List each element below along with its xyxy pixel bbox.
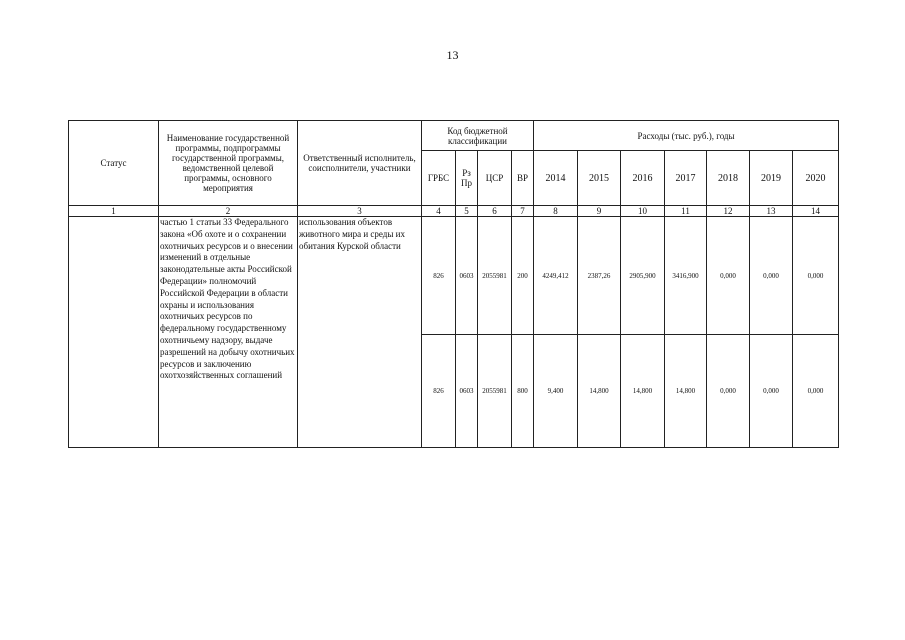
value-cell: 3416,900: [665, 217, 707, 335]
grbs-header: ГРБС: [422, 151, 456, 206]
grbs-cell: 826: [422, 335, 456, 448]
column-number: 1: [69, 206, 159, 217]
value-cell: 0,000: [707, 335, 750, 448]
table-row: [69, 217, 839, 335]
value-cell: 14,800: [578, 335, 621, 448]
csr-cell: 2055981: [478, 335, 512, 448]
column-number: 2: [159, 206, 298, 217]
year-header: 2014: [534, 151, 578, 206]
status-cell: [69, 217, 159, 448]
page-number: 13: [446, 48, 459, 62]
expenses-header: Расходы (тыс. руб.), годы: [534, 121, 839, 151]
value-cell: 2905,900: [621, 217, 665, 335]
csr-header: ЦСР: [478, 151, 512, 206]
column-number: 8: [534, 206, 578, 217]
vr-header: ВР: [512, 151, 534, 206]
column-number: 6: [478, 206, 512, 217]
value-cell: 9,400: [534, 335, 578, 448]
value-cell: 0,000: [750, 335, 793, 448]
executor-cell: использования объектов животного мира и среды их обитания Курской области: [298, 217, 422, 448]
column-number: 7: [512, 206, 534, 217]
value-cell: 0,000: [793, 335, 839, 448]
value-cell: 14,800: [621, 335, 665, 448]
column-number: 4: [422, 206, 456, 217]
column-number: 5: [456, 206, 478, 217]
year-header: 2017: [665, 151, 707, 206]
vr-cell: 200: [512, 217, 534, 335]
name-header: Наименование государственной программы, подпрограммы государственной программы, ведомственной целевой программы, основного мероприятия: [159, 121, 298, 206]
column-number: 10: [621, 206, 665, 217]
value-cell: 0,000: [750, 217, 793, 335]
column-number-row: [69, 206, 839, 217]
column-number: 11: [665, 206, 707, 217]
year-header: 2020: [793, 151, 839, 206]
value-cell: 0,000: [793, 217, 839, 335]
year-header: 2015: [578, 151, 621, 206]
value-cell: 2387,26: [578, 217, 621, 335]
column-number: 9: [578, 206, 621, 217]
rzpr-cell: 0603: [456, 335, 478, 448]
rzpr-cell: 0603: [456, 217, 478, 335]
status-header: Статус: [69, 121, 159, 206]
name-cell: частью 1 статьи 33 Федерального закона «Об охоте и о сохранении охотничьих ресурсов и о внесении изменений в отдельные законодательные акты Российской Федерации» полномочий Российской Федерации в области охраны и использования охотничьих ресурсов по федеральному государственному охотничьему надзору, выдаче разрешений на добычу охотничьих ресурсов и заключению охотхозяйственных соглашений: [159, 217, 298, 448]
value-cell: 0,000: [707, 217, 750, 335]
column-number: 13: [750, 206, 793, 217]
rzpr-header: Рз Пр: [456, 151, 478, 206]
value-cell: 14,800: [665, 335, 707, 448]
vr-cell: 800: [512, 335, 534, 448]
column-number: 3: [298, 206, 422, 217]
year-header: 2018: [707, 151, 750, 206]
executor-header: Ответственный исполнитель, соисполнители, участники: [298, 121, 422, 206]
budget-code-header: Код бюджетной классификации: [422, 121, 534, 151]
grbs-cell: 826: [422, 217, 456, 335]
year-header: 2016: [621, 151, 665, 206]
column-number: 14: [793, 206, 839, 217]
value-cell: 4249,412: [534, 217, 578, 335]
column-number: 12: [707, 206, 750, 217]
year-header: 2019: [750, 151, 793, 206]
budget-table: [68, 120, 839, 448]
csr-cell: 2055981: [478, 217, 512, 335]
